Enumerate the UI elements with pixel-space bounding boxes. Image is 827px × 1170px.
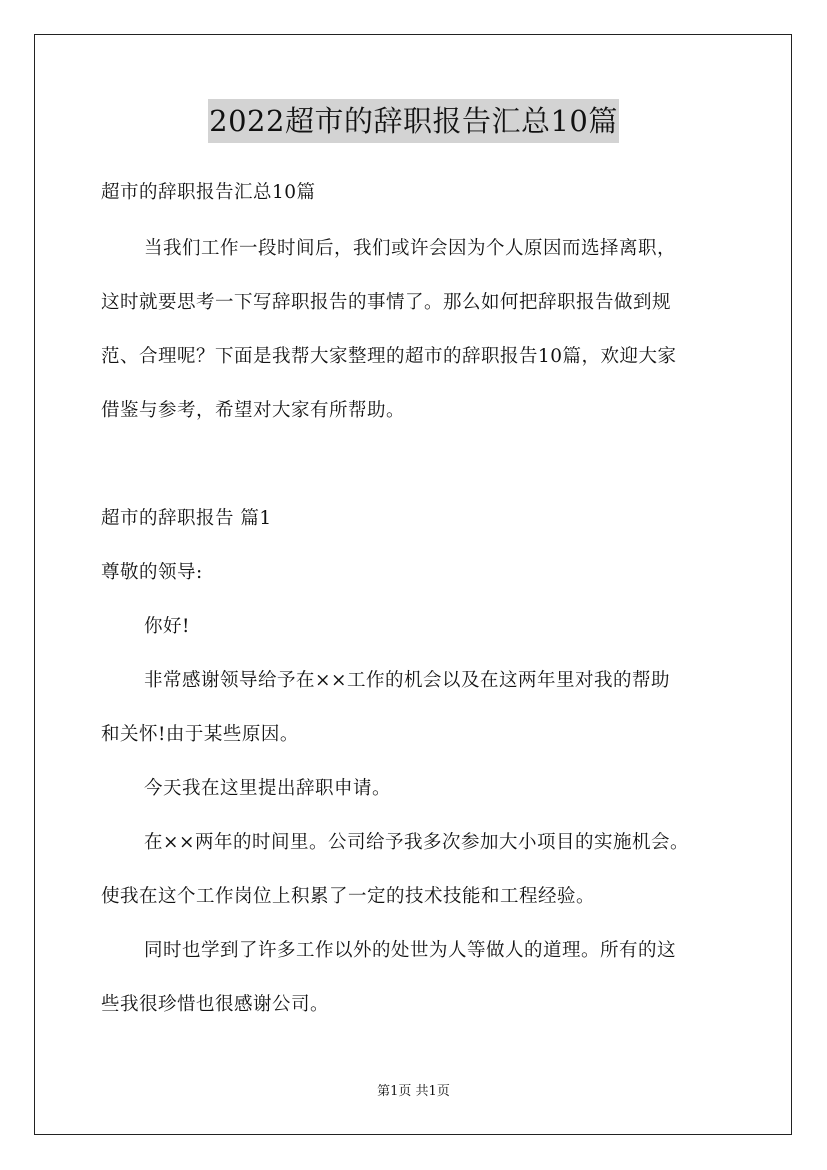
intro-line-2: 这时就要思考一下写辞职报告的事情了。那么如何把辞职报告做到规	[101, 292, 672, 313]
body-line-3: 今天我在这里提出辞职申请。	[144, 778, 392, 799]
document-title: 2022超市的辞职报告汇总10篇	[208, 99, 619, 143]
intro-line-4: 借鉴与参考，希望对大家有所帮助。	[101, 400, 406, 421]
section-heading: 超市的辞职报告 篇1	[101, 508, 272, 529]
body-line-1: 非常感谢领导给予在××工作的机会以及在这两年里对我的帮助	[144, 670, 671, 691]
body-line-2: 和关怀!由于某些原因。	[101, 724, 299, 745]
body-line-6: 同时也学到了许多工作以外的处世为人等做人的道理。所有的这	[144, 940, 677, 961]
intro-line-1: 当我们工作一段时间后，我们或许会因为个人原因而选择离职，	[144, 238, 677, 259]
intro-line-3: 范、合理呢？下面是我帮大家整理的超市的辞职报告10篇，欢迎大家	[101, 346, 677, 367]
salutation: 尊敬的领导:	[101, 562, 203, 583]
greeting: 你好!	[144, 616, 190, 637]
body-line-5: 使我在这个工作岗位上积累了一定的技术技能和工程经验。	[101, 886, 596, 907]
page-footer: 第1页 共1页	[377, 1084, 450, 1099]
title-container	[0, 99, 827, 143]
body-line-4: 在××两年的时间里。公司给予我多次参加大小项目的实施机会。	[144, 832, 690, 853]
subtitle-line: 超市的辞职报告汇总10篇	[101, 182, 316, 203]
body-line-7: 些我很珍惜也很感谢公司。	[101, 994, 330, 1015]
